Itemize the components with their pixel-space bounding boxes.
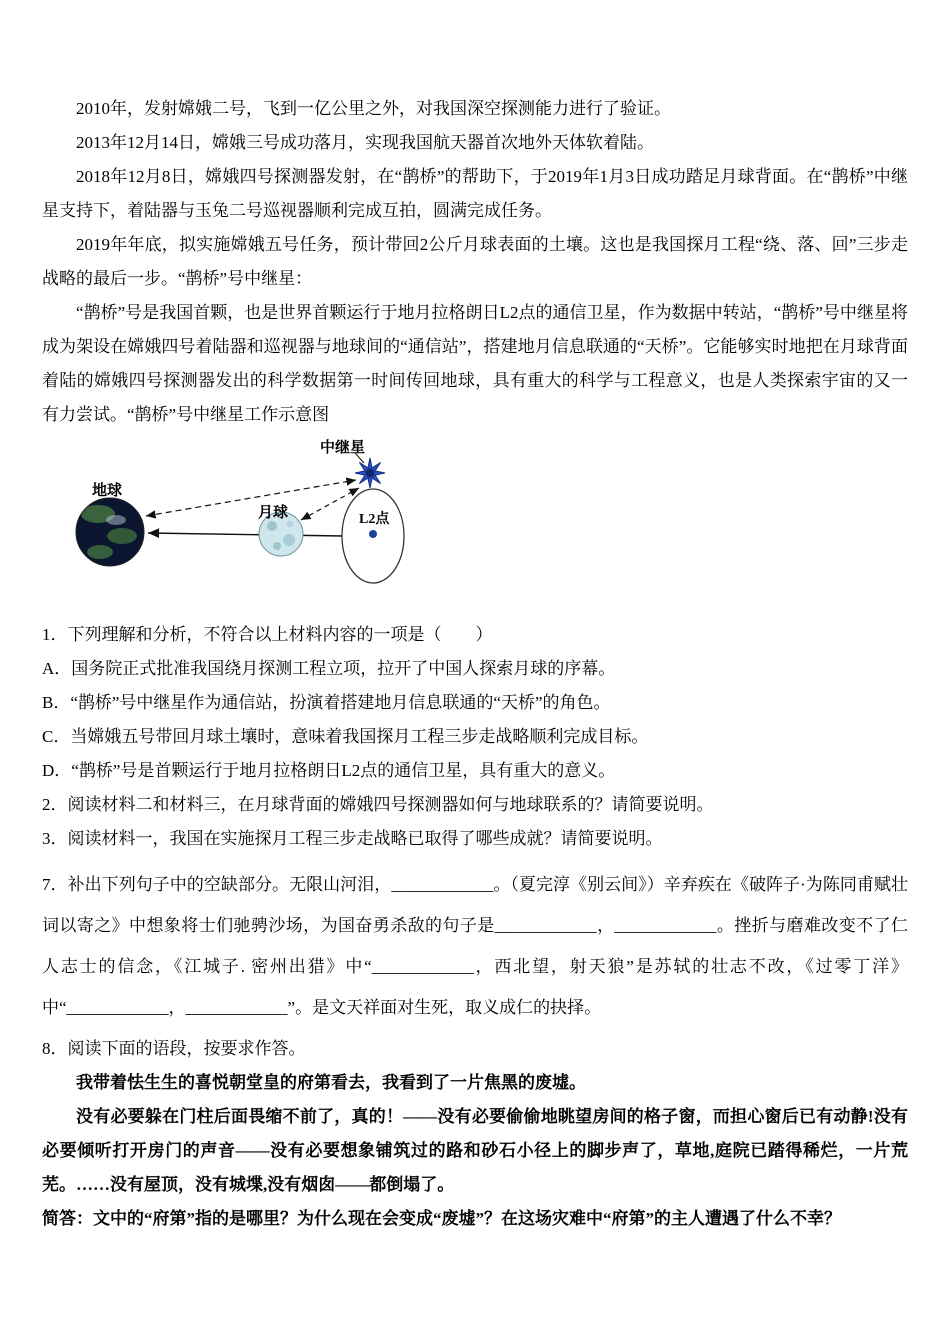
question-1-option-b: B．“鹊桥”号中继星作为通信站，扮演着搭建地月信息联通的“天桥”的角色。 (42, 693, 611, 712)
question-1 (42, 618, 908, 788)
moon-earth-line (148, 533, 343, 536)
question-1-option-a: A．国务院正式批准我国绕月探测工程立项，拉开了中国人探索月球的序幕。 (42, 659, 616, 678)
relay-diagram-svg (58, 436, 488, 602)
question-8-passage-1: 我带着怯生生的喜悦朝堂皇的府第看去，我看到了一片焦黑的废墟。 (76, 1073, 586, 1092)
material-paragraph-2: 2013年12月14日，嫦娥三号成功落月，实现我国航天器首次地外天体软着陆。 (76, 133, 654, 152)
question-8-prompt: 简答：文中的“府第”指的是哪里？为什么现在会变成“废墟”？在这场灾难中“府第”的主人遭遇了什么不幸？ (42, 1209, 841, 1228)
question-1-option-c: C．当嫦娥五号带回月球土壤时，意味着我国探月工程三步走战略顺利完成目标。 (42, 727, 649, 746)
earth-label: 地球 (92, 483, 123, 499)
question-1-stem: 1．下列理解和分析，不符合以上材料内容的一项是（ ） (42, 625, 493, 644)
relay-satellite-icon (355, 458, 385, 488)
l2-point-dot (369, 530, 377, 538)
moon-label: 月球 (258, 505, 289, 521)
material-paragraph-3: 2018年12月8日，嫦娥四号探测器发射，在“鹊桥”的帮助下，于2019年1月3日成功踏足月球背面。在“鹊桥”中继星支持下，着陆器与玉兔二号巡视器顺利完成互拍，圆满完成任务。 (42, 167, 908, 220)
relay-label: 中继星 (320, 440, 366, 456)
material-paragraph-4: 2019年年底，拟实施嫦娥五号任务，预计带回2公斤月球表面的土壤。这也是我国探月工程“绕、落、回”三步走战略的最后一步。“鹊桥”号中继星： (42, 235, 908, 288)
question-3: 3．阅读材料一，我国在实施探月工程三步走战略已取得了哪些成就？请简要说明。 (42, 829, 663, 848)
question-1-option-d: D．“鹊桥”号是首颗运行于地月拉格朗日L2点的通信卫星，具有重大的意义。 (42, 761, 616, 780)
question-2: 2．阅读材料二和材料三，在月球背面的嫦娥四号探测器如何与地球联系的？请简要说明。 (42, 795, 714, 814)
l2-label: L2点 (359, 512, 390, 527)
earth-relay-link (146, 480, 356, 516)
material-paragraph-1: 2010年，发射嫦娥二号，飞到一亿公里之外，对我国深空探测能力进行了验证。 (76, 99, 671, 118)
material-paragraph-5: “鹊桥”号是我国首颗，也是世界首颗运行于地月拉格朗日L2点的通信卫星，作为数据中转站，“鹊桥”号中继星将成为架设在嫦娥四号着陆器和巡视器与地球间的“通信站”，搭建地月信息联通的“天桥”。它能够实时地把在月球背面着陆的嫦娥四号探测器发出的科学数据第一时间传回地球，具有重大的科学与工程意义，也是人类探索宇宙的又一有力尝试。“鹊桥”号中继星工作示意图 (42, 303, 908, 424)
earth-icon (76, 498, 144, 566)
question-7: 7．补出下列句子中的空缺部分。无限山河泪，____________。（夏完淳《别云间》）辛弃疾在《破阵子·为陈同甫赋壮词以寄之》中想象将士们驰骋沙场，为国奋勇杀敌的句子是____________，____________。挫折与磨难改变不了仁人志士的信念，《江城子. 密州出猎》中“____________，西北望，射天狼”是苏轼的壮志不改，《过零丁洋》中“____________，____________”。是文天祥面对生死，取义成仁的抉择。 (42, 875, 908, 1017)
question-8 (42, 1032, 908, 1236)
question-8-passage-2: 没有必要躲在门柱后面畏缩不前了，真的！——没有必要偷偷地眺望房间的格子窗，而担心窗后已有动静!没有必要倾听打开房门的声音——没有必要想象铺筑过的路和砂石小径上的脚步声了，草地,庭院已踏得稀烂，一片荒芜。……没有屋顶，没有城堞,没有烟囱——都倒塌了。 (42, 1107, 908, 1194)
question-8-stem: 8．阅读下面的语段，按要求作答。 (42, 1039, 306, 1058)
relay-satellite-diagram (58, 436, 908, 604)
